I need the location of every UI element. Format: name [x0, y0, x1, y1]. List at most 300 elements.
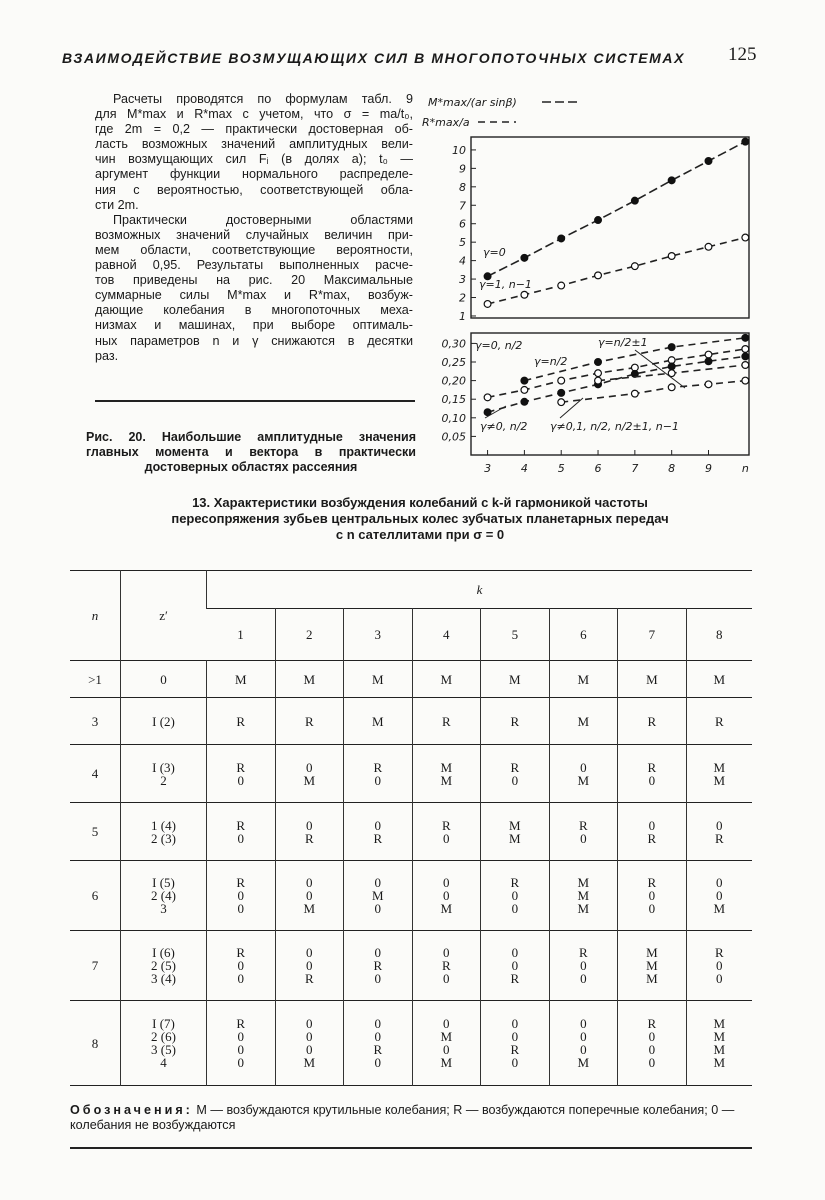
cell-k — [686, 931, 752, 1001]
cell-k — [618, 661, 687, 698]
k-value-text: 7 — [648, 627, 656, 642]
figure-20-chart — [420, 88, 760, 488]
excitation-value: 0 — [306, 1016, 313, 1031]
y-tick-label: 8 — [459, 180, 466, 194]
z-value: 3 (5) — [151, 1042, 176, 1057]
excitation-value: 0 — [511, 945, 519, 960]
table-row — [70, 745, 752, 803]
cell-k — [549, 1001, 618, 1086]
y-tick-label: 0,15 — [441, 393, 466, 407]
figure-caption-line: главных момента и вектора в практически — [86, 445, 416, 459]
excitation-value: 0 — [580, 1029, 587, 1044]
cell-k — [275, 698, 344, 745]
excitation-value: 0 — [443, 888, 450, 903]
col-header-n-text: n — [91, 608, 99, 623]
cell-n — [70, 1001, 121, 1086]
data-point — [521, 387, 528, 394]
text-line: ния с вероятностью, соответствующей обла- — [95, 182, 413, 197]
excitation-value: R — [714, 713, 724, 729]
text-line: низмах и машинах, при выборе оптималь- — [95, 318, 413, 333]
excitation-value: M — [440, 901, 453, 916]
excitation-value: M — [509, 671, 521, 687]
y-tick-label: 0,20 — [441, 374, 466, 388]
bottom-rule — [70, 1147, 752, 1149]
x-tick-label: 3 — [484, 462, 492, 475]
excitation-value: 0 — [306, 1042, 313, 1057]
cell-k — [275, 861, 344, 931]
excitation-value: M — [509, 817, 521, 833]
cell-k — [549, 745, 618, 803]
data-point — [705, 158, 712, 165]
excitation-value: R — [510, 875, 520, 890]
z-value: I (2) — [152, 713, 175, 729]
col-header-n — [70, 571, 121, 661]
excitation-value: M — [713, 1055, 726, 1070]
excitation-value: 0 — [580, 759, 587, 775]
col-header-k — [207, 571, 753, 609]
excitation-value: R — [236, 875, 246, 890]
data-point — [484, 394, 491, 401]
excitation-value: 0 — [511, 1029, 519, 1044]
cell-k — [207, 931, 276, 1001]
excitation-value: M — [234, 671, 247, 687]
annotation: γ≠0,1, n/2, n/2±1, n−1 — [550, 420, 679, 433]
cell-k — [207, 698, 276, 745]
y-tick-label: 2 — [459, 291, 466, 305]
excitation-value: 0 — [306, 875, 313, 890]
body-text — [95, 92, 413, 364]
cell-k — [344, 803, 413, 861]
x-tick-label: 5 — [557, 462, 565, 475]
excitation-value: 0 — [374, 1029, 382, 1044]
excitation-value: 0 — [237, 1029, 244, 1044]
data-point — [742, 234, 749, 241]
excitation-value: M — [577, 671, 590, 687]
cell-k — [275, 745, 344, 803]
excitation-value: M — [713, 1029, 726, 1044]
cell-n — [70, 861, 121, 931]
cell-z — [121, 745, 207, 803]
text-line: равной 0,95. Результаты выполненных расче- — [95, 258, 413, 273]
cell-z — [121, 861, 207, 931]
excitation-value: R — [647, 875, 657, 890]
annotation: γ=n/2 — [534, 355, 568, 368]
excitation-value: R — [647, 830, 657, 846]
cell-n-text: 5 — [91, 824, 99, 839]
excitation-value: 0 — [648, 888, 656, 903]
excitation-value: 0 — [648, 901, 656, 916]
table-row — [70, 1001, 752, 1086]
x-tick-label: 4 — [520, 462, 528, 475]
k-value-text: 3 — [374, 627, 382, 642]
excitation-value: 0 — [306, 817, 313, 833]
cell-z — [121, 1001, 207, 1086]
excitation-value: R — [510, 1042, 520, 1057]
cell-z — [121, 698, 207, 745]
annotation: γ=n/2±1 — [598, 336, 648, 349]
excitation-value: 0 — [237, 958, 244, 973]
excitation-value: 0 — [716, 888, 723, 903]
k-value — [481, 609, 550, 661]
excitation-value: M — [646, 671, 658, 687]
k-value-text: 4 — [443, 627, 450, 642]
data-point — [558, 389, 565, 396]
table-row — [70, 861, 752, 931]
excitation-value: 0 — [648, 1029, 656, 1044]
data-point — [668, 177, 675, 184]
excitation-value: 0 — [306, 888, 313, 903]
z-value: 2 (3) — [151, 830, 176, 846]
excitation-value: 0 — [237, 830, 244, 846]
excitation-value: M — [713, 901, 726, 916]
text-line: сти 2m. — [95, 197, 139, 212]
cell-k — [618, 803, 687, 861]
cell-n — [70, 803, 121, 861]
excitation-value: 0 — [580, 1016, 587, 1031]
y-tick-label: 0,05 — [441, 430, 466, 444]
excitation-value: 0 — [306, 945, 313, 960]
cell-k — [412, 861, 481, 931]
excitation-value: R — [304, 713, 314, 729]
y-tick-label: 9 — [459, 162, 466, 176]
excitation-value: R — [510, 971, 520, 986]
cell-k — [549, 931, 618, 1001]
figure-caption-line: Рис. 20. Наибольшие амплитудные значения — [86, 430, 416, 444]
z-value: 2 (4) — [151, 888, 176, 903]
excitation-value: 0 — [374, 901, 382, 916]
excitation-value: M — [372, 671, 384, 687]
excitation-value: R — [579, 817, 588, 833]
cell-k — [686, 698, 752, 745]
data-point — [595, 377, 602, 384]
data-point — [668, 384, 675, 391]
excitation-value: M — [440, 759, 453, 775]
excitation-value: M — [303, 671, 316, 687]
excitation-value: R — [304, 971, 314, 986]
cell-k — [618, 861, 687, 931]
cell-n-text: 7 — [91, 958, 99, 973]
k-value — [549, 609, 618, 661]
table-row — [70, 931, 752, 1001]
cell-k — [618, 745, 687, 803]
y-tick-label: 3 — [459, 273, 466, 287]
text-line: мем области, соответствующие вероятности, — [95, 242, 413, 257]
y-tick-label: 0,30 — [441, 337, 466, 351]
k-value-text: 6 — [580, 627, 587, 642]
cell-k — [344, 661, 413, 698]
excitation-value: R — [236, 713, 246, 729]
z-value: 4 — [160, 1055, 167, 1070]
excitation-value: 0 — [374, 772, 382, 788]
excitation-value: 0 — [374, 945, 382, 960]
excitation-value: M — [713, 671, 726, 687]
text-line: ласть возможных значений амплитудных вели- — [95, 137, 413, 152]
excitation-value: R — [373, 958, 383, 973]
data-point — [521, 254, 528, 261]
footnote-label: Обозначения: — [70, 1103, 193, 1117]
x-tick-label: n — [741, 462, 749, 475]
table-caption-line: пересопряжения зубьев центральных колес зубчатых планетарных передач — [171, 511, 669, 526]
data-point — [558, 377, 565, 384]
cell-n — [70, 661, 121, 698]
z-value: I (7) — [152, 1016, 175, 1031]
cell-k — [412, 745, 481, 803]
data-point — [558, 399, 565, 406]
z-value: 3 — [160, 901, 167, 916]
cell-k — [549, 661, 618, 698]
cell-k — [275, 1001, 344, 1086]
excitation-value: R — [441, 958, 451, 973]
cell-k — [481, 803, 550, 861]
excitation-value: R — [647, 713, 657, 729]
col-header-z-text: z′ — [159, 608, 168, 623]
excitation-value: M — [646, 958, 658, 973]
table-row — [70, 803, 752, 861]
data-point — [521, 291, 528, 298]
excitation-value: M — [303, 901, 316, 916]
data-point — [595, 217, 602, 224]
cell-z — [121, 803, 207, 861]
cell-n — [70, 698, 121, 745]
excitation-value: 0 — [511, 888, 519, 903]
text-line: аргумент функции нормального распределе- — [95, 167, 413, 182]
excitation-value: M — [577, 713, 590, 729]
series-line — [561, 381, 745, 403]
page-number: 125 — [728, 44, 757, 65]
annotation: γ≠0, n/2 — [480, 420, 528, 433]
cell-k — [686, 661, 752, 698]
y-tick-label: 10 — [452, 143, 466, 157]
excitation-value: R — [373, 830, 383, 846]
cell-k — [481, 698, 550, 745]
cell-n-text: 8 — [91, 1035, 99, 1051]
excitation-value: 0 — [237, 1042, 244, 1057]
excitation-value: 0 — [511, 1055, 519, 1070]
z-value: 2 (5) — [151, 958, 176, 973]
excitation-value: R — [647, 1016, 657, 1031]
excitation-value: 0 — [648, 817, 656, 833]
cell-k — [344, 1001, 413, 1086]
excitation-value: 0 — [237, 1055, 244, 1070]
legend-label: M*max/(ar sinβ) — [428, 96, 517, 109]
cell-k — [412, 1001, 481, 1086]
cell-z — [121, 661, 207, 698]
excitation-value: 0 — [580, 958, 587, 973]
text-line: Расчеты проводятся по формулам табл. 9 — [113, 92, 413, 106]
excitation-value: M — [440, 671, 453, 687]
data-point — [668, 344, 675, 351]
excitation-value: M — [577, 901, 590, 916]
excitation-value: 0 — [237, 971, 244, 986]
excitation-value: R — [441, 817, 451, 833]
excitation-value: 0 — [443, 971, 450, 986]
excitation-value: 0 — [716, 875, 723, 890]
excitation-value: M — [440, 1055, 453, 1070]
y-tick-label: 0,10 — [441, 411, 466, 425]
excitation-value: M — [577, 1055, 590, 1070]
cell-k — [549, 698, 618, 745]
data-point — [631, 263, 638, 270]
y-tick-label: 6 — [459, 217, 466, 231]
excitation-value: R — [236, 817, 246, 833]
x-tick-label: 8 — [668, 462, 676, 475]
text-line: ных параметров n и γ снижаются в десятки — [95, 333, 413, 348]
k-value — [686, 609, 752, 661]
k-value — [207, 609, 276, 661]
excitation-value: M — [440, 772, 453, 788]
cell-k — [481, 1001, 550, 1086]
excitation-value: M — [577, 888, 590, 903]
excitation-value: R — [579, 945, 588, 960]
excitation-value: 0 — [716, 817, 723, 833]
excitation-value: 0 — [237, 901, 244, 916]
cell-k — [481, 661, 550, 698]
text-line: тов приведены на рис. 20 Максимальные — [95, 273, 413, 288]
data-point — [742, 138, 749, 145]
cell-k — [207, 803, 276, 861]
excitation-value: 0 — [237, 888, 244, 903]
excitation-value: 0 — [374, 1016, 382, 1031]
table-row — [70, 661, 752, 698]
k-value — [344, 609, 413, 661]
text-line: суммарные силы M*max и R*max, возбуж- — [95, 288, 413, 303]
cell-k — [686, 803, 752, 861]
cell-k — [618, 698, 687, 745]
excitation-value: M — [303, 772, 316, 788]
header-row — [70, 571, 752, 609]
excitation-value: M — [713, 1016, 726, 1031]
y-tick-label: 5 — [459, 236, 466, 250]
x-tick-label: 9 — [704, 462, 712, 475]
col-header-k-text: k — [476, 582, 483, 597]
excitation-value: 0 — [511, 958, 519, 973]
excitation-value: 0 — [511, 772, 519, 788]
excitation-value: M — [713, 759, 726, 775]
figure-caption — [86, 430, 416, 475]
excitation-value: 0 — [374, 817, 382, 833]
excitation-value: 0 — [237, 772, 244, 788]
cell-k — [412, 661, 481, 698]
excitation-value: M — [713, 1042, 726, 1057]
text-line: чин возмущающих сил Fᵢ (в долях a); t₀ — — [95, 152, 413, 167]
cell-k — [481, 931, 550, 1001]
cell-n — [70, 745, 121, 803]
excitation-value: R — [304, 830, 314, 846]
excitation-value: R — [714, 945, 724, 960]
excitation-value: 0 — [580, 830, 587, 846]
excitation-value: M — [440, 1029, 453, 1044]
text-line: для M*max и R*max с учетом, что σ = ma/t₀, — [95, 107, 413, 122]
excitation-value: M — [577, 772, 590, 788]
excitation-value: M — [303, 1055, 316, 1070]
divider — [95, 400, 415, 402]
cell-n-text: >1 — [88, 671, 102, 687]
text-line: возможных значений случайных величин при- — [95, 227, 413, 242]
table-caption — [100, 495, 740, 543]
excitation-value: M — [372, 713, 384, 729]
data-point — [742, 377, 749, 384]
z-value: 0 — [160, 671, 167, 687]
cell-k — [344, 861, 413, 931]
k-value — [412, 609, 481, 661]
footnote-text: M — возбуждаются крутильные колебания; R — возбуждаются поперечные колебания; 0 — колебания не возбуждаются — [70, 1103, 735, 1132]
excitation-value: 0 — [580, 971, 587, 986]
data-point — [484, 301, 491, 308]
y-tick-label: 7 — [459, 199, 466, 213]
excitation-value: 0 — [580, 1042, 587, 1057]
excitation-value: R — [510, 759, 520, 775]
annotation: γ=0 — [483, 246, 506, 259]
data-point — [521, 377, 528, 384]
cell-k — [481, 745, 550, 803]
cell-k — [549, 861, 618, 931]
excitation-value: R — [373, 1042, 383, 1057]
data-point — [595, 272, 602, 279]
cell-n — [70, 931, 121, 1001]
excitation-value: 0 — [443, 1042, 450, 1057]
excitation-value: 0 — [306, 759, 313, 775]
text-line: Практически достоверными областями — [113, 212, 413, 227]
excitation-value: R — [236, 759, 246, 775]
y-tick-label: 0,25 — [441, 356, 466, 370]
k-value — [618, 609, 687, 661]
cell-k — [412, 931, 481, 1001]
z-value: 2 — [160, 772, 167, 788]
data-point — [742, 334, 749, 341]
cell-k — [618, 931, 687, 1001]
data-point — [631, 390, 638, 397]
excitation-value: R — [510, 713, 520, 729]
col-header-z — [121, 571, 207, 661]
excitation-value: M — [509, 830, 521, 846]
excitation-value: 0 — [511, 1016, 519, 1031]
k-value-text: 5 — [511, 627, 519, 642]
text-line: дающие колебания в многопоточных меха- — [95, 303, 413, 318]
cell-k — [412, 803, 481, 861]
data-point — [705, 358, 712, 365]
data-point — [705, 351, 712, 358]
excitation-value: 0 — [511, 901, 519, 916]
running-title: ВЗАИМОДЕЙСТВИЕ ВОЗМУЩАЮЩИХ СИЛ В МНОГОПОТОЧНЫХ СИСТЕМАХ — [62, 50, 686, 66]
excitation-value: 0 — [648, 772, 656, 788]
x-tick-label: 6 — [594, 462, 602, 475]
cell-n-text: 6 — [91, 888, 99, 903]
data-point — [595, 359, 602, 366]
data-point — [705, 381, 712, 388]
excitation-value: 0 — [648, 1042, 656, 1057]
excitation-value: M — [577, 875, 590, 890]
excitation-value: 0 — [716, 958, 723, 973]
z-value: 2 (6) — [151, 1029, 176, 1044]
legend-label: R*max/a — [422, 116, 470, 129]
z-value: I (3) — [152, 759, 175, 775]
cell-k — [412, 698, 481, 745]
k-value — [275, 609, 344, 661]
excitation-value: 0 — [374, 1055, 382, 1070]
excitation-value: 0 — [306, 1029, 313, 1044]
footnote — [70, 1103, 752, 1133]
z-value: I (6) — [152, 945, 175, 960]
cell-k — [207, 745, 276, 803]
excitation-value: 0 — [443, 830, 450, 846]
data-point — [631, 197, 638, 204]
data-point — [668, 363, 675, 370]
cell-k — [344, 931, 413, 1001]
cell-k — [686, 1001, 752, 1086]
data-point — [668, 253, 675, 260]
excitation-value: R — [441, 713, 451, 729]
excitation-value: 0 — [443, 945, 450, 960]
